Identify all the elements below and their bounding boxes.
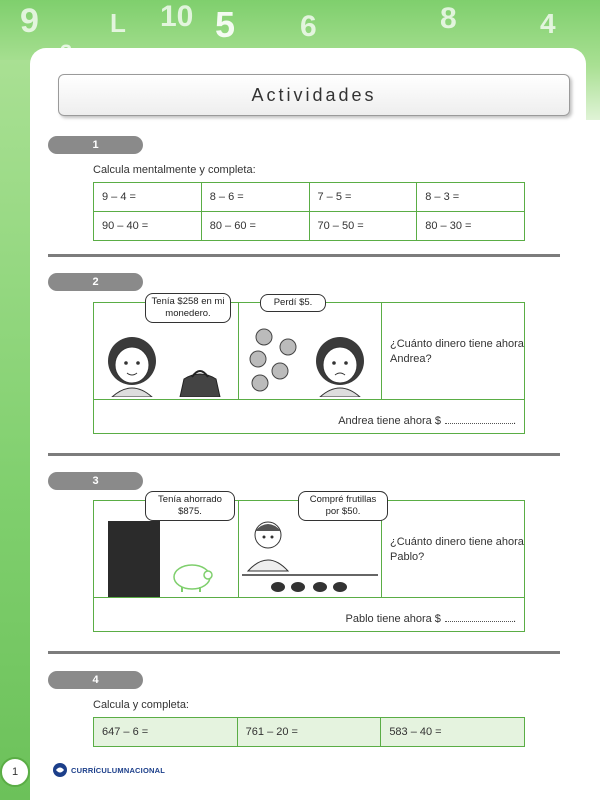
boy-with-strawberries-illustration [242, 513, 378, 597]
curriculum-logo[interactable] [52, 759, 165, 781]
number-decoration: 10 [160, 0, 194, 33]
number-decoration: 8 [440, 2, 457, 35]
story-question: ¿Cuánto dinero tiene ahora Pablo? [390, 536, 524, 563]
table-row [94, 718, 525, 747]
answer-prefix: Pablo tiene ahora $ [345, 613, 441, 625]
exercise-cell[interactable]: 8 – 3 = [417, 183, 525, 212]
table-row [94, 183, 525, 212]
section-divider [48, 651, 560, 654]
answer-suffix: . [512, 613, 516, 625]
number-decoration: L [110, 8, 126, 38]
piggy-bank-illustration [170, 559, 216, 593]
answer-prefix: Andrea tiene ahora $ [338, 415, 441, 427]
activity-number-pill: 4 [48, 671, 143, 689]
speech-bubble: Tenía $258 en mi monedero. [145, 293, 231, 323]
exercise-cell[interactable]: 8 – 6 = [201, 183, 309, 212]
activity-number-pill: 1 [48, 136, 143, 154]
activity-number-pill: 2 [48, 273, 143, 291]
panel-divider [238, 501, 239, 597]
panel-divider [94, 399, 524, 400]
activity-instruction: Calcula y completa: [93, 699, 189, 711]
exercise-cell[interactable]: 80 – 30 = [417, 212, 525, 241]
number-decoration: 5 [215, 4, 236, 45]
story-question: ¿Cuánto dinero tiene ahora Andrea? [390, 338, 524, 365]
exercise-cell[interactable]: 90 – 40 = [94, 212, 202, 241]
title-box [58, 74, 570, 116]
exercise-cell[interactable]: 80 – 60 = [201, 212, 309, 241]
section-divider [48, 254, 560, 257]
page-title: Actividades [251, 84, 377, 105]
boy-image-placeholder [108, 521, 160, 597]
exercise-cell[interactable]: 7 – 5 = [309, 183, 417, 212]
speech-bubble: Compré frutillas por $50. [298, 491, 388, 521]
subtraction-table [93, 182, 525, 241]
answer-blank[interactable] [445, 413, 513, 424]
left-border-strip [0, 60, 30, 800]
girl-with-coins-illustration [244, 325, 379, 397]
panel-divider [238, 303, 239, 399]
speech-bubble: Perdí $5. [260, 294, 326, 312]
girl-with-purse-illustration [100, 325, 235, 397]
table-row [94, 212, 525, 241]
activity-number-pill: 3 [48, 472, 143, 490]
logo-text: CURRÍCULUMNACIONAL [71, 765, 166, 775]
answer-line [338, 413, 516, 427]
page-number: 1 [0, 757, 30, 787]
exercise-cell[interactable]: 583 – 40 = [381, 718, 525, 747]
number-decoration: 9 [20, 2, 39, 40]
activity-instruction: Calcula mentalmente y completa: [93, 164, 256, 176]
answer-suffix: . [512, 415, 516, 427]
section-divider [48, 453, 560, 456]
number-decoration: 6 [300, 10, 317, 43]
exercise-cell[interactable]: 9 – 4 = [94, 183, 202, 212]
answer-blank[interactable] [445, 611, 513, 622]
exercise-cell[interactable]: 70 – 50 = [309, 212, 417, 241]
panel-divider [381, 303, 382, 399]
logo-icon [52, 762, 68, 778]
subtraction-table [93, 717, 525, 747]
panel-divider [94, 597, 524, 598]
speech-bubble: Tenía ahorrado $875. [145, 491, 235, 521]
answer-line [346, 611, 516, 625]
exercise-cell[interactable]: 761 – 20 = [237, 718, 381, 747]
number-decoration: 4 [540, 8, 556, 39]
exercise-cell[interactable]: 647 – 6 = [94, 718, 238, 747]
